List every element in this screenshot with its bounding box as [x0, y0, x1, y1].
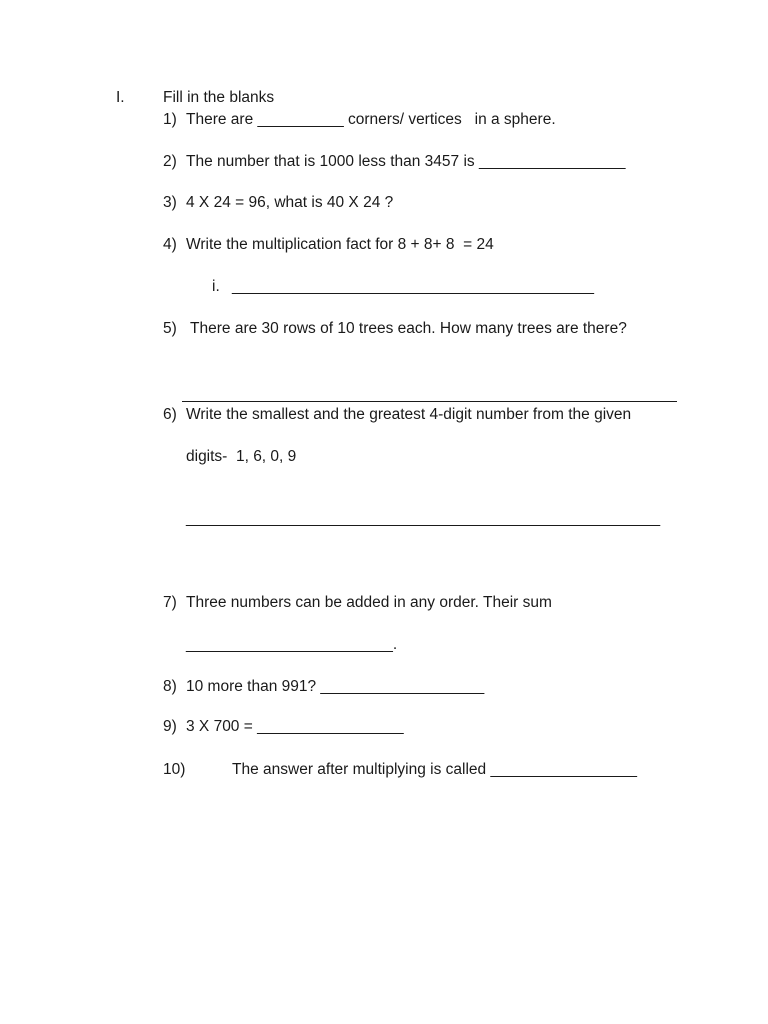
question-5-number: 5)	[163, 320, 177, 337]
question-6-text: Write the smallest and the greatest 4-digit number from the given	[186, 406, 632, 423]
question-7-answer-blank: ________________________.	[186, 636, 398, 653]
question-5-text: There are 30 rows of 10 trees each. How many trees are there?	[186, 320, 627, 337]
section-number: I.	[116, 89, 125, 106]
question-6-text-continued: digits- 1, 6, 0, 9	[186, 448, 297, 465]
question-6-answer-blank: _______________________________________________________	[186, 510, 661, 527]
question-4-sub-answer-blank: __________________________________________	[232, 278, 595, 295]
question-9-text: 3 X 700 = _________________	[186, 718, 404, 735]
question-7-number: 7)	[163, 594, 177, 611]
question-10-text: The answer after multiplying is called _________________	[232, 761, 637, 778]
question-8-text: 10 more than 991? ___________________	[186, 678, 485, 695]
question-6-number: 6)	[163, 406, 177, 423]
question-10-number: 10)	[163, 761, 186, 778]
question-1-number: 1)	[163, 111, 177, 128]
question-5-answer-line	[182, 401, 677, 402]
question-9-number: 9)	[163, 718, 177, 735]
question-3-number: 3)	[163, 194, 177, 211]
question-4-number: 4)	[163, 236, 177, 253]
question-2-number: 2)	[163, 153, 177, 170]
section-title: Fill in the blanks	[163, 89, 275, 106]
question-2-text: The number that is 1000 less than 3457 is _________________	[186, 153, 626, 170]
question-8-number: 8)	[163, 678, 177, 695]
question-1-text: There are __________ corners/ vertices in a sphere.	[186, 111, 556, 128]
question-4-text: Write the multiplication fact for 8 + 8+ 8 = 24	[186, 236, 494, 253]
question-3-text: 4 X 24 = 96, what is 40 X 24 ?	[186, 194, 394, 211]
question-4-sub-number: i.	[212, 278, 220, 295]
question-7-text: Three numbers can be added in any order. Their sum	[186, 594, 552, 611]
